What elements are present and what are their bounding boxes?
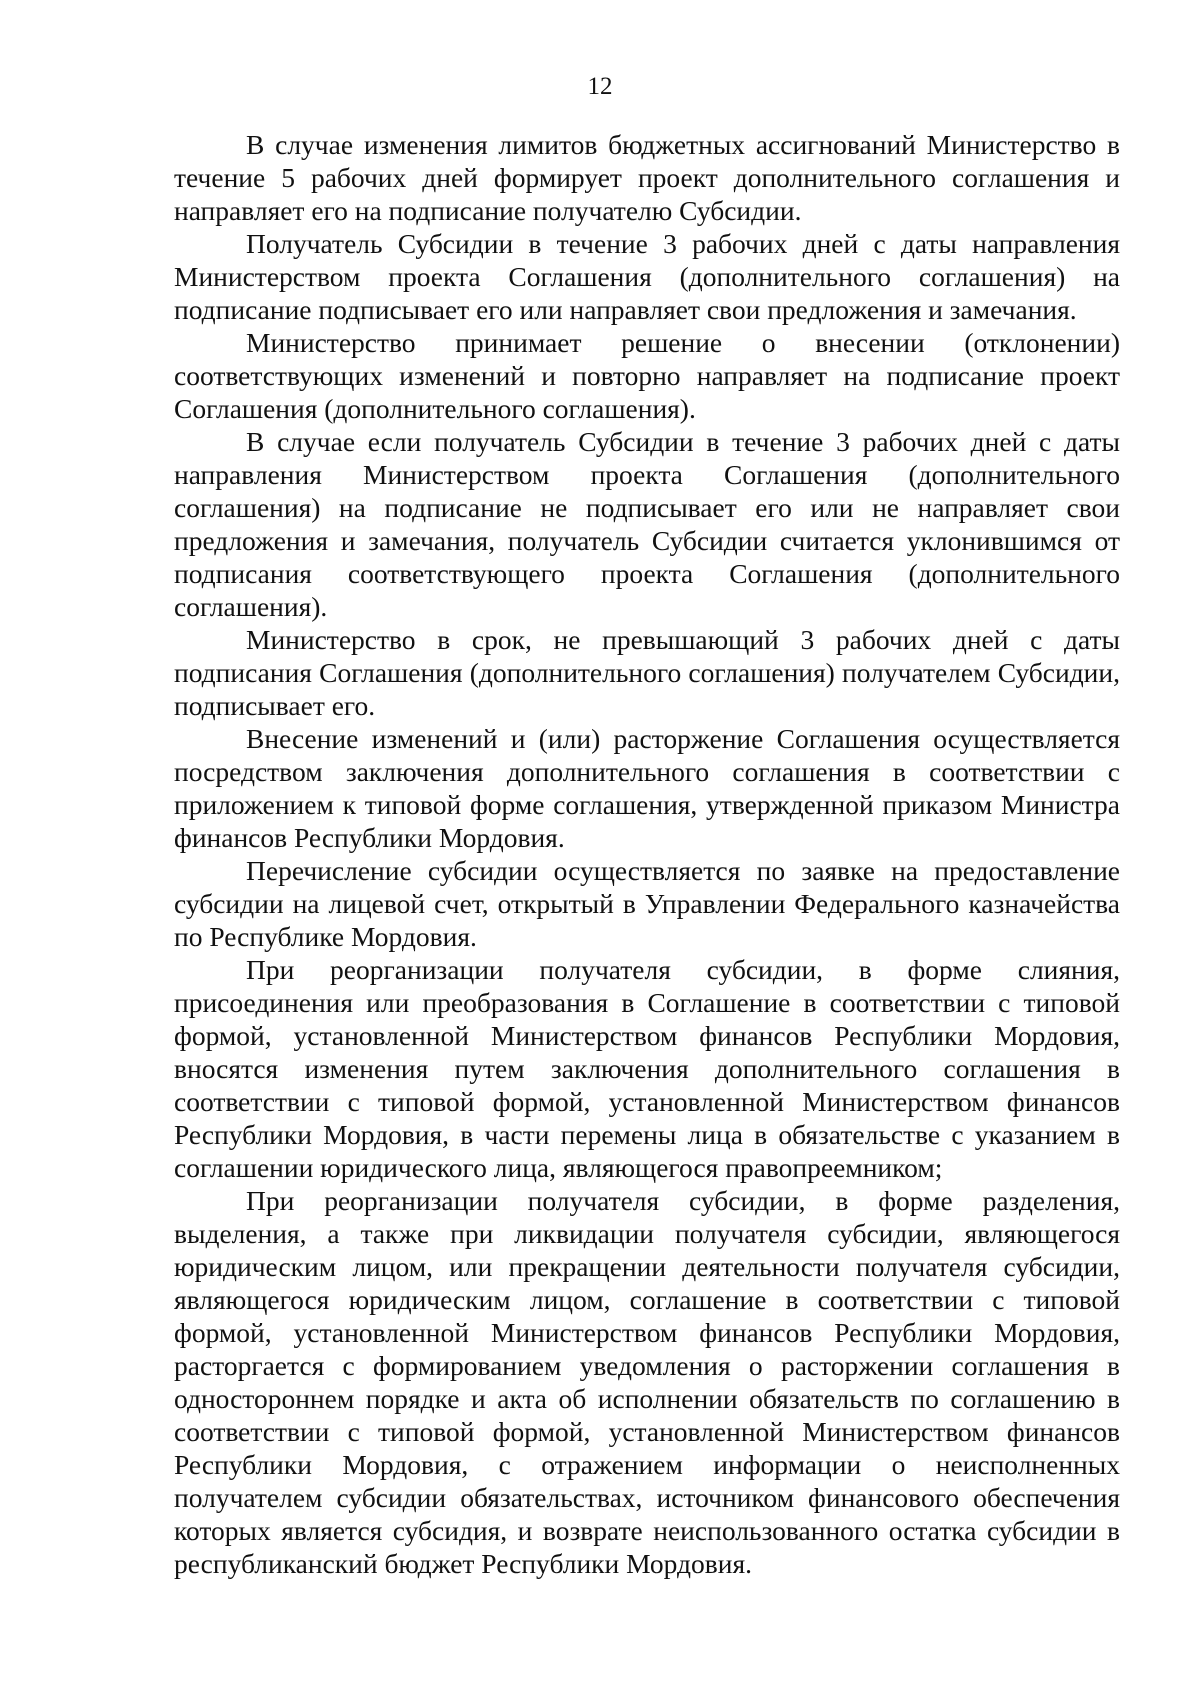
- document-body: [174, 128, 1120, 1580]
- paragraph: Получатель Субсидии в течение 3 рабочих дней с даты направления Министерством проекта Соглашения (дополнительного соглашения) на подписание подписывает его или направляет свои предложения и замечания.: [174, 228, 1120, 325]
- paragraph: Министерство принимает решение о внесении (отклонении) соответствующих изменений и повторно направляет на подписание проект Соглашения (дополнительного соглашения).: [174, 327, 1120, 424]
- paragraph: При реорганизации получателя субсидии, в форме разделения, выделения, а также при ликвидации получателя субсидии, являющегося юридическим лицом, или прекращении деятельности получателя субсидии, являющегося юридическим лицом, соглашение в соответствии с типовой формой, установленной Министерством финансов Республики Мордовия, расторгается с формированием уведомления о расторжении соглашения в одностороннем порядке и акта об исполнении обязательств по соглашению в соответствии с типовой формой, установленной Министерством финансов Республики Мордовия, с отражением информации о неисполненных получателем субсидии обязательствах, источником финансового обеспечения которых является субсидия, и возврате неиспользованного остатка субсидии в республиканский бюджет Республики Мордовия.: [174, 1185, 1120, 1579]
- paragraph: Внесение изменений и (или) расторжение Соглашения осуществляется посредством заключения дополнительного соглашения в соответствии с приложением к типовой форме соглашения, утвержденной приказом Министра финансов Республики Мордовия.: [174, 723, 1120, 853]
- paragraph: Перечисление субсидии осуществляется по заявке на предоставление субсидии на лицевой счет, открытый в Управлении Федерального казначейства по Республике Мордовия.: [174, 855, 1120, 952]
- paragraph: Министерство в срок, не превышающий 3 рабочих дней с даты подписания Соглашения (дополнительного соглашения) получателем Субсидии, подписывает его.: [174, 624, 1120, 721]
- paragraph: В случае изменения лимитов бюджетных ассигнований Министерство в течение 5 рабочих дней формирует проект дополнительного соглашения и направляет его на подписание получателю Субсидии.: [174, 129, 1120, 226]
- page-number: 12: [587, 73, 613, 100]
- paragraph: В случае если получатель Субсидии в течение 3 рабочих дней с даты направления Министерством проекта Соглашения (дополнительного соглашения) на подписание не подписывает его или не направляет свои предложения и замечания, получатель Субсидии считается уклонившимся от подписания соответствующего проекта Соглашения (дополнительного соглашения).: [174, 426, 1120, 622]
- paragraph: При реорганизации получателя субсидии, в форме слияния, присоединения или преобразования в Соглашение в соответствии с типовой формой, установленной Министерством финансов Республики Мордовия, вносятся изменения путем заключения дополнительного соглашения в соответствии с типовой формой, установленной Министерством финансов Республики Мордовия, в части перемены лица в обязательстве с указанием в соглашении юридического лица, являющегося правопреемником;: [174, 954, 1120, 1183]
